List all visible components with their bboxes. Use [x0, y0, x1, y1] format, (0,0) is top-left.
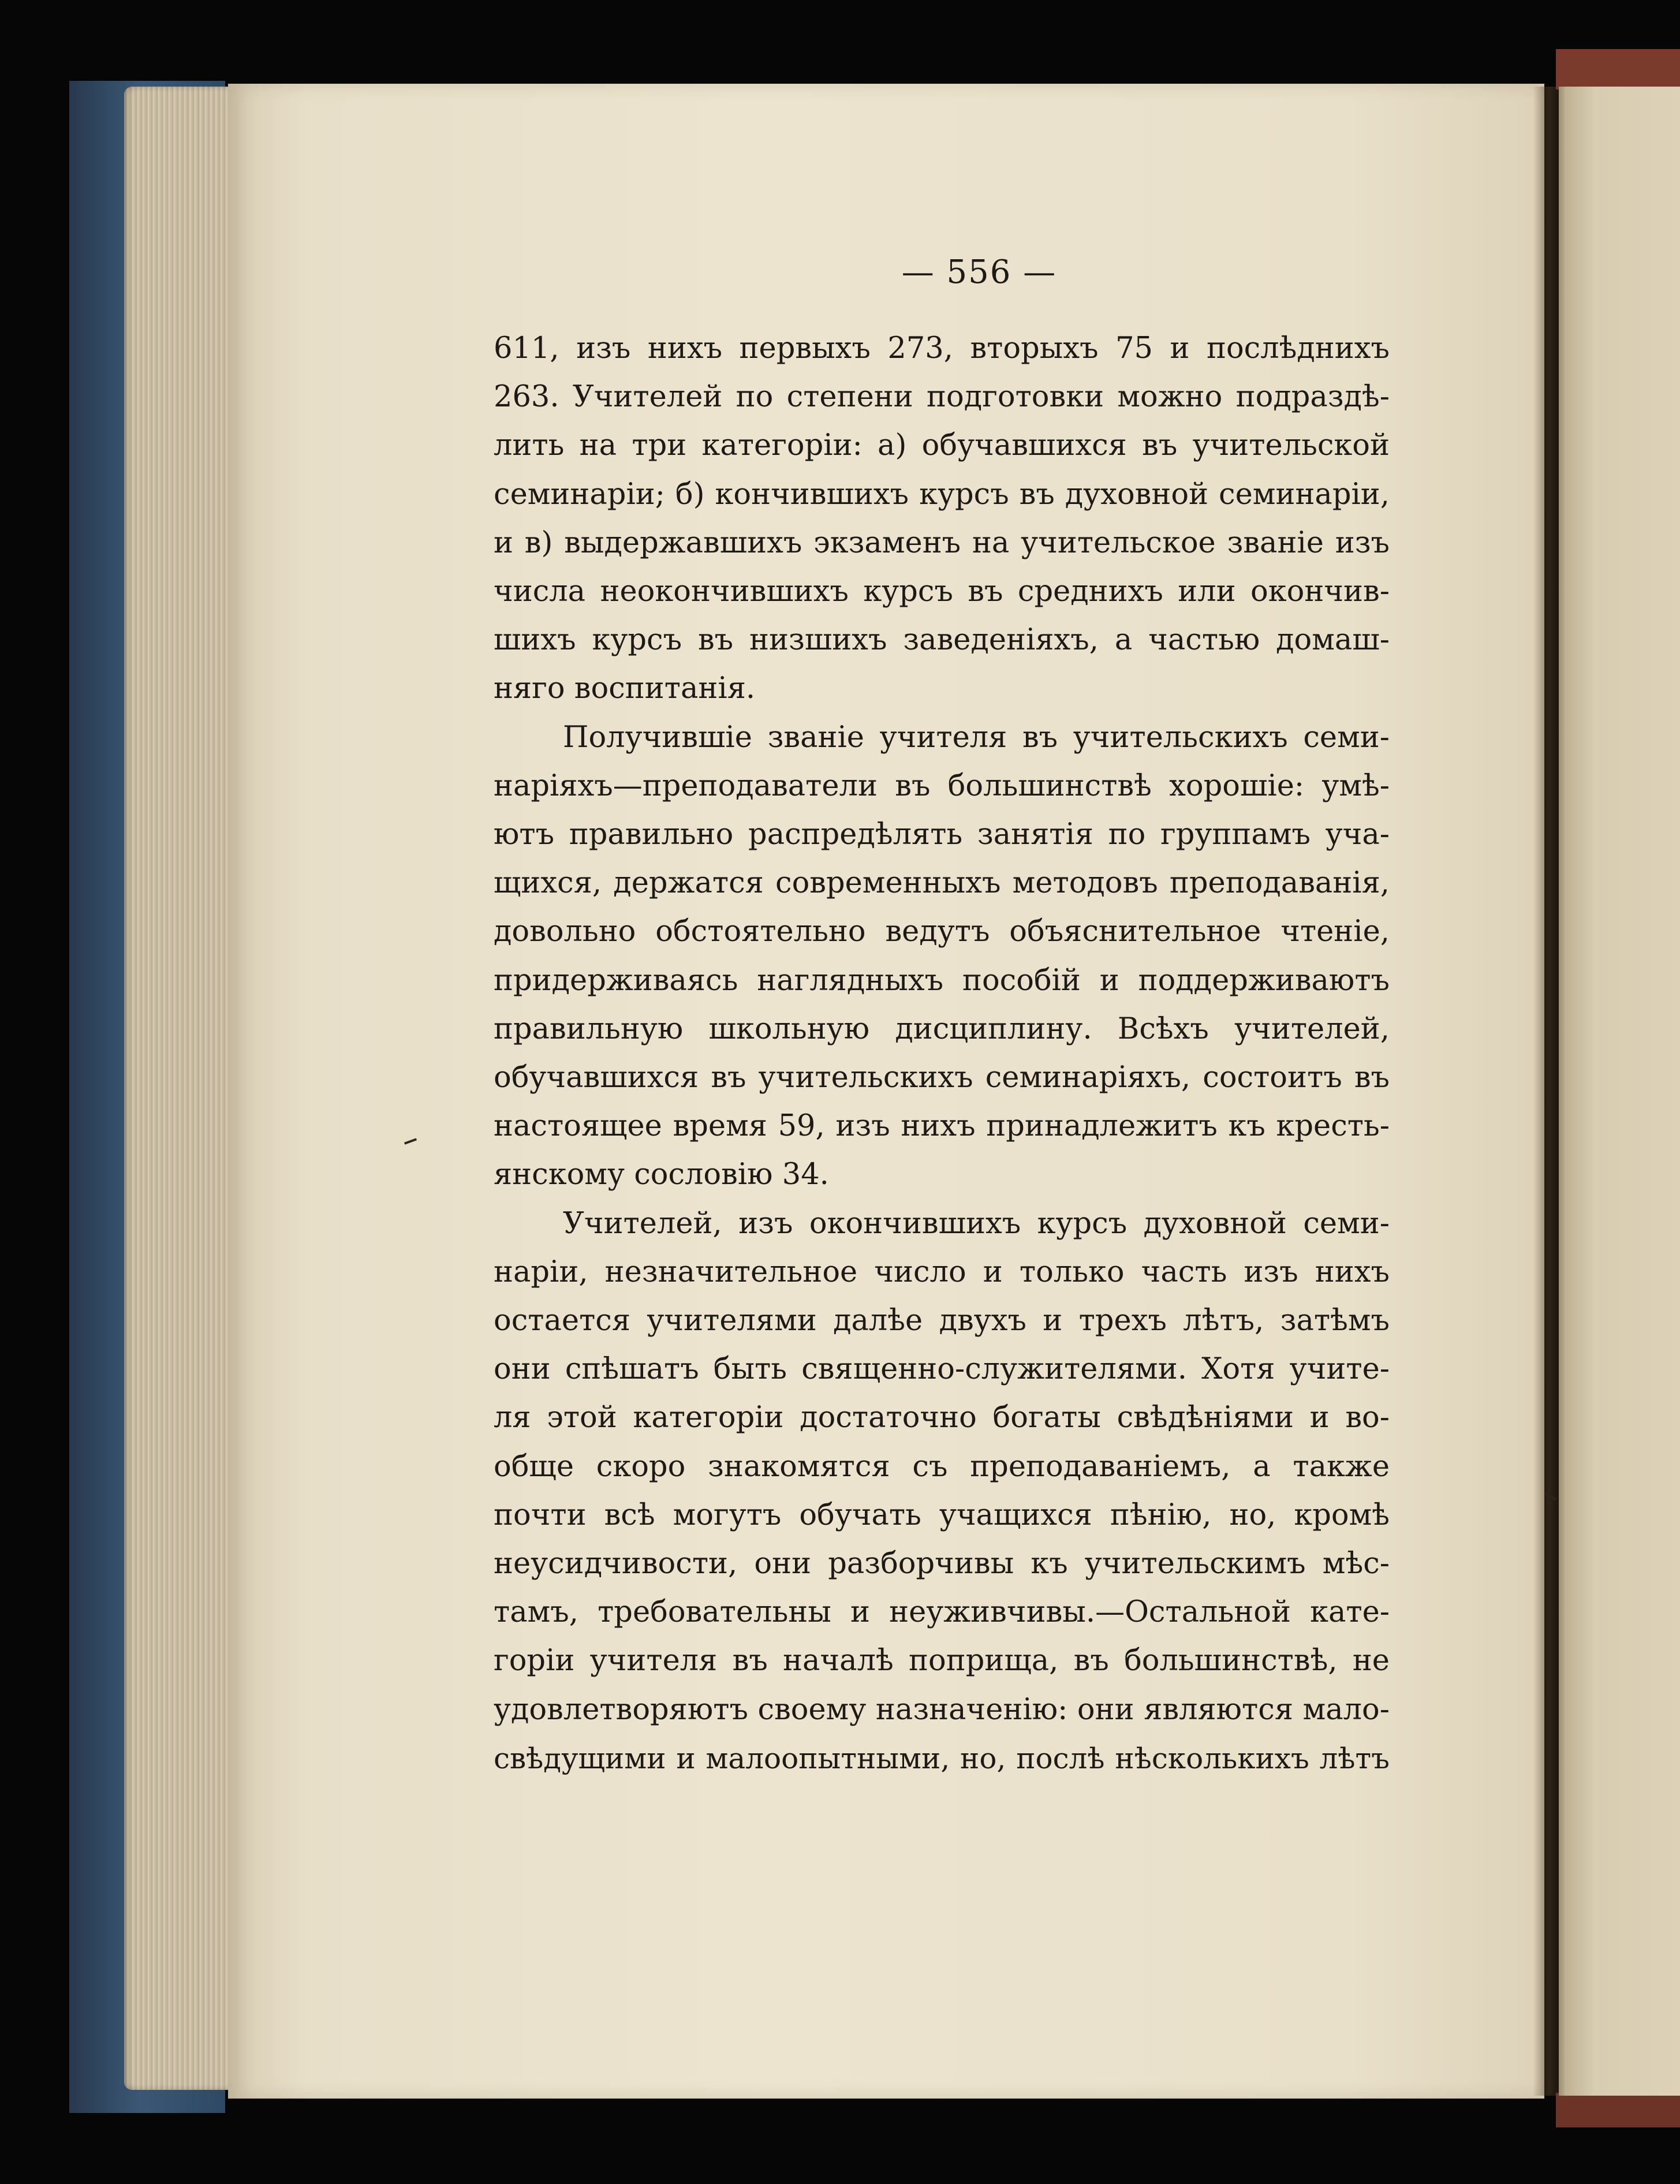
text-line: правильную школьную дисциплину. Всѣхъ учителей, — [494, 1011, 1390, 1046]
text-line: обще скоро знакомятся съ преподаваніемъ, а также — [494, 1449, 1390, 1484]
text-line: шихъ курсъ въ низшихъ заведеніяхъ, а частью домаш- — [494, 623, 1390, 658]
text-line: обучавшихся въ учительскихъ семинаріяхъ, состоитъ въ — [494, 1061, 1390, 1095]
text-line: неусидчивости, они разборчивы къ учительскимъ мѣс- — [494, 1547, 1390, 1581]
text-line: придерживаясь наглядныхъ пособій и поддерживаютъ — [494, 963, 1390, 998]
text-line: няго воспитанія. — [494, 671, 756, 706]
page-edges — [124, 87, 240, 2090]
text-line: горіи учителя въ началѣ поприща, въ большинствѣ, не — [494, 1644, 1390, 1678]
text-line: 611, изъ нихъ первыхъ 273, вторыхъ 75 и послѣднихъ — [494, 331, 1390, 365]
paragraph-3 — [494, 1200, 1390, 1783]
facing-page — [1559, 87, 1680, 2096]
text-line: числа неокончившихъ курсъ въ среднихъ или окончив- — [494, 574, 1390, 609]
text-line: лить на три категоріи: а) обучавшихся въ учительской — [494, 428, 1390, 463]
text-line: Учителей, изъ окончившихъ курсъ духовной семи- — [563, 1206, 1390, 1241]
text-line: настоящее время 59, изъ нихъ принадлежитъ къ кресть- — [494, 1109, 1390, 1144]
paragraph-2 — [494, 714, 1390, 1200]
text-line: семинаріи; б) кончившихъ курсъ въ духовной семинаріи, — [494, 477, 1390, 512]
text-line: тамъ, требовательны и неуживчивы.—Остальной кате- — [494, 1595, 1390, 1630]
page-number: — 556 — — [901, 253, 1057, 291]
paragraph-1 — [494, 324, 1390, 714]
text-line: свѣдущими и малоопытными, но, послѣ нѣсколькихъ лѣтъ — [494, 1741, 1390, 1775]
text-line: янскому сословію 34. — [494, 1158, 829, 1192]
text-line: ля этой категоріи достаточно богаты свѣдѣніями и во- — [494, 1401, 1390, 1435]
text-line: и в) выдержавшихъ экзаменъ на учительское званіе изъ — [494, 525, 1390, 560]
text-line: наріяхъ—преподаватели въ большинствѣ хорошіе: умѣ- — [494, 768, 1390, 803]
text-line: удовлетворяютъ своему назначенію: они являются мало- — [494, 1692, 1390, 1727]
text-line: довольно обстоятельно ведутъ объяснительное чтеніе, — [494, 914, 1390, 949]
text-line: ютъ правильно распредѣлять занятія по группамъ уча- — [494, 817, 1390, 852]
book-cover-right-bottom — [1556, 2093, 1680, 2127]
text-block — [494, 254, 1390, 1783]
text-line: 263. Учителей по степени подготовки можно подраздѣ- — [494, 380, 1390, 415]
text-line: наріи, незначительное число и только часть изъ нихъ — [494, 1255, 1390, 1289]
text-line: остается учителями далѣе двухъ и трехъ лѣтъ, затѣмъ — [494, 1304, 1390, 1338]
book-cover-right-top — [1556, 49, 1680, 89]
text-line: почти всѣ могутъ обучать учащихся пѣнію, но, кромѣ — [494, 1498, 1390, 1532]
text-line: щихся, держатся современныхъ методовъ преподаванія, — [494, 866, 1390, 901]
book-gutter — [1533, 87, 1565, 2096]
text-line: они спѣшатъ быть священно-служителями. Хотя учите- — [494, 1352, 1390, 1387]
text-line: Получившіе званіе учителя въ учительскихъ семи- — [563, 720, 1390, 755]
